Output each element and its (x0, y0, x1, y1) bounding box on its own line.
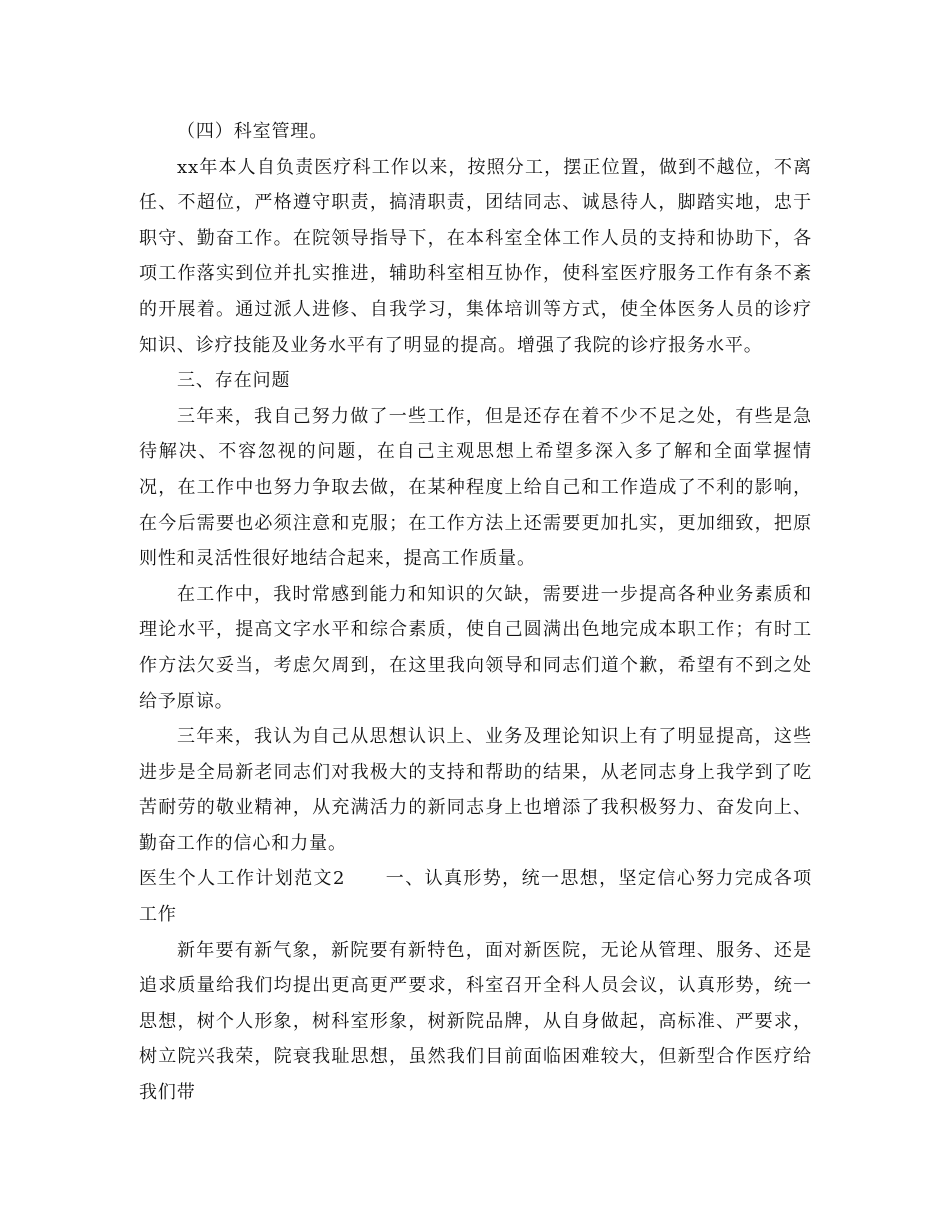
paragraph-shortcomings: 在工作中，我时常感到能力和知识的欠缺，需要进一步提高各种业务素质和理论水平，提高文字水平和综合素质，使自己圆满出色地完成本职工作；有时工作方法欠妥当，考虑欠周到，在这里我向领导和同志们道个歉，希望有不到之处给予原谅。 (139, 583, 812, 712)
paragraph-new-year: 新年要有新气象，新院要有新特色，面对新医院，无论从管理、服务、还是追求质量给我们均提出更高更严要求，科室召开全科人员会议，认真形势，统一思想，树个人形象，树科室形象，树新院品牌，从自身做起，高标准、严要求，树立院兴我荣，院衰我耻思想，虽然我们目前面临困难较大，但新型合作医疗给我们带 (139, 939, 812, 1104)
section-subtitle: 一、认真形势，统一思想，坚定信心努力完成各项工作 (139, 868, 812, 926)
subheading-department-management: （四）科室管理。 (177, 121, 329, 142)
document-body (139, 114, 812, 1111)
heading-existing-problems: 三、存在问题 (177, 370, 291, 392)
section-heading-row (139, 861, 812, 932)
paragraph-department-work: xx年本人自负责医疗科工作以来，按照分工，摆正位置，做到不越位，不离任、不超位，严格遵守职责，搞清职责，团结同志、诚恳待人，脚踏实地，忠于职守、勤奋工作。在院领导指导下，在本科室全体工作人员的支持和协助下，各项工作落实到位并扎实推进，辅助科室相互协作，使科室医疗服务工作有条不紊的开展着。通过派人进修、自我学习，集体培训等方式，使全体医务人员的诊疗知识、诊疗技能及业务水平有了明显的提高。增强了我院的诊疗报务水平。 (139, 156, 812, 356)
section-title: 医生个人工作计划范文2 (139, 868, 346, 890)
paragraph-progress: 三年来，我认为自己从思想认识上、业务及理论知识上有了明显提高，这些进步是全局新老同志们对我极大的支持和帮助的结果，从老同志身上我学到了吃苦耐劳的敬业精神，从充满活力的新同志身上也增添了我积极努力、奋发向上、勤奋工作的信心和力量。 (139, 726, 812, 854)
paragraph-problems: 三年来，我自己努力做了一些工作，但是还存在着不少不足之处，有些是急待解决、不容忽视的问题，在自己主观思想上希望多深入多了解和全面掌握情况，在工作中也努力争取去做，在某种程度上给自己和工作造成了不利的影响，在今后需要也必须注意和克服；在工作方法上还需要更加扎实，更加细致，把原则性和灵活性很好地结合起来，提高工作质量。 (139, 405, 812, 570)
